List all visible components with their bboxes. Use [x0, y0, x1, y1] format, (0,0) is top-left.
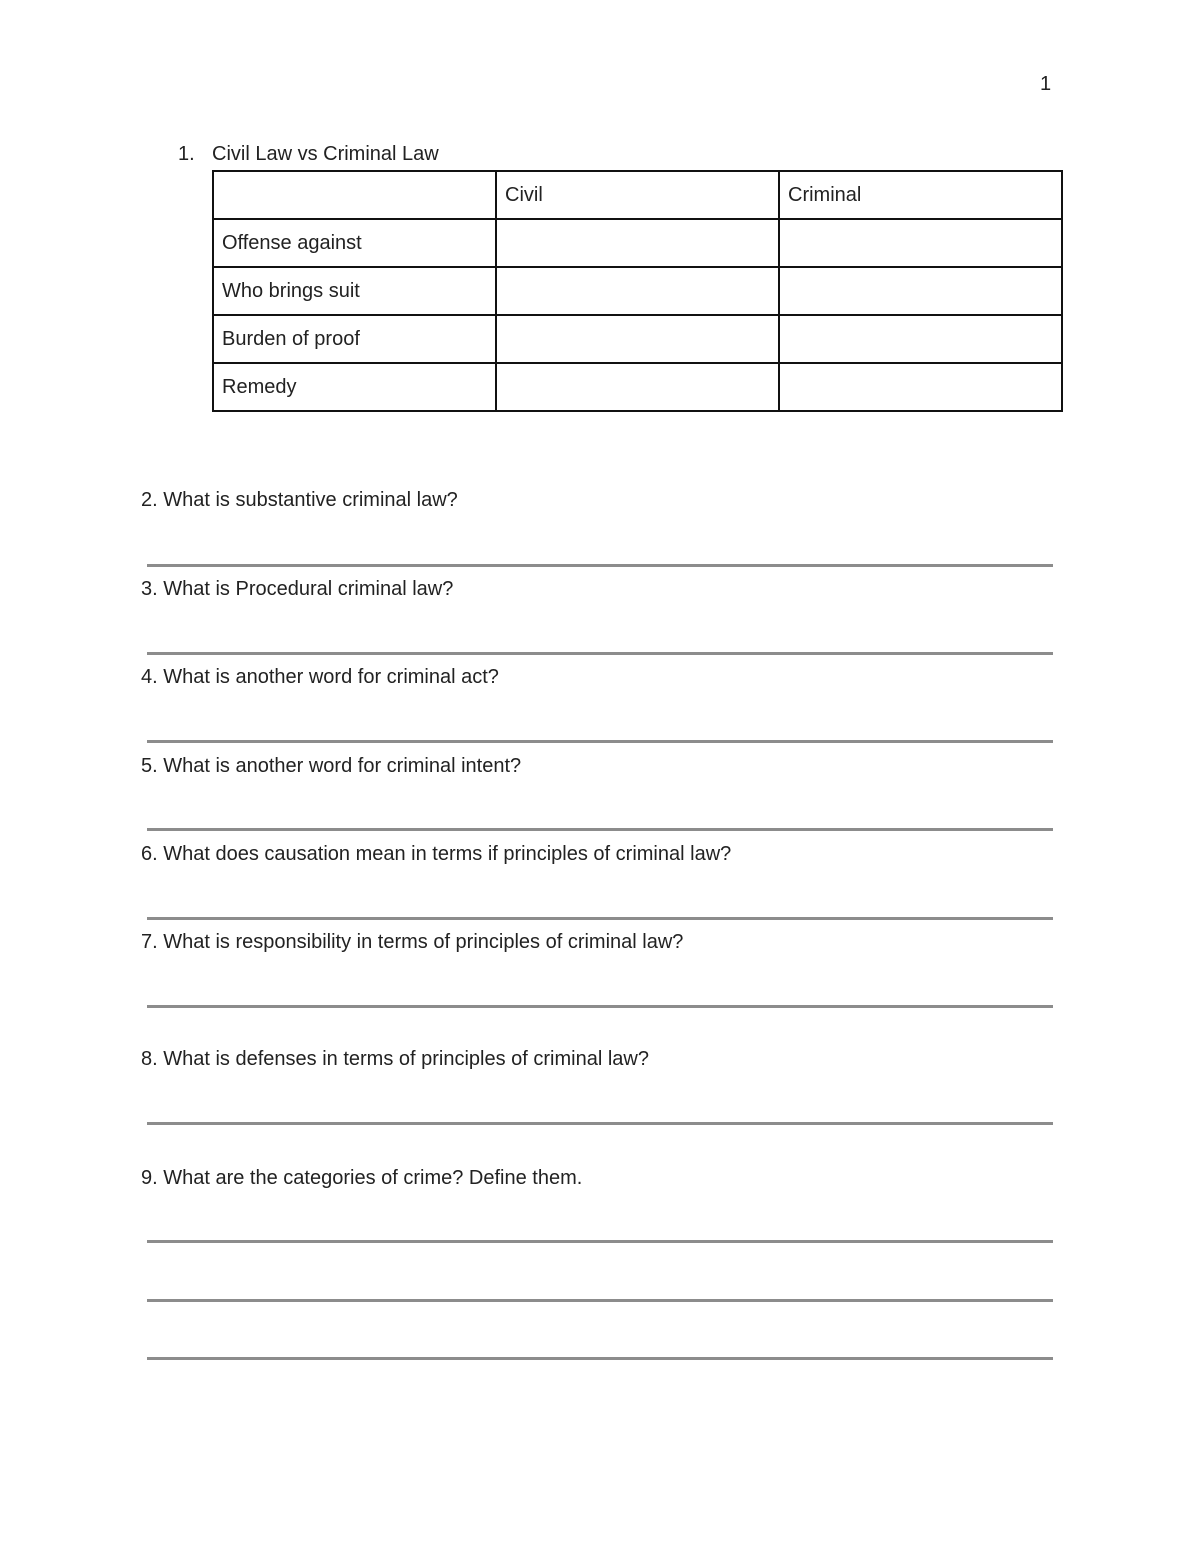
answer-line-q9-2[interactable]: [147, 1299, 1053, 1302]
answer-cell-civil[interactable]: [496, 363, 779, 411]
answer-line-q6[interactable]: [147, 917, 1053, 920]
table-row: [213, 315, 1062, 363]
row-label-who-brings-suit: Who brings suit: [213, 267, 496, 315]
q1-heading: [178, 143, 439, 166]
table-row: [213, 219, 1062, 267]
question-9: 9. What are the categories of crime? Define them.: [141, 1167, 583, 1189]
row-label-offense-against: Offense against: [213, 219, 496, 267]
answer-cell-criminal[interactable]: [779, 363, 1062, 411]
answer-cell-criminal[interactable]: [779, 315, 1062, 363]
answer-line-q8[interactable]: [147, 1122, 1053, 1125]
row-label-remedy: Remedy: [213, 363, 496, 411]
answer-cell-civil[interactable]: [496, 219, 779, 267]
question-6: 6. What does causation mean in terms if principles of criminal law?: [141, 843, 732, 865]
answer-line-q9-1[interactable]: [147, 1240, 1053, 1243]
table-row: [213, 363, 1062, 411]
table-header-cell-civil: Civil: [496, 171, 779, 219]
question-7: 7. What is responsibility in terms of principles of criminal law?: [141, 931, 684, 953]
answer-cell-criminal[interactable]: [779, 267, 1062, 315]
answer-cell-civil[interactable]: [496, 267, 779, 315]
table-header-row: [213, 171, 1062, 219]
table-row: [213, 267, 1062, 315]
table-header-cell-blank: [213, 171, 496, 219]
answer-line-q2[interactable]: [147, 564, 1053, 567]
answer-line-q9-3[interactable]: [147, 1357, 1053, 1360]
table-header-cell-criminal: Criminal: [779, 171, 1062, 219]
page-number: 1: [1040, 73, 1052, 95]
q1-title: Civil Law vs Criminal Law: [212, 143, 439, 165]
question-5: 5. What is another word for criminal intent?: [141, 755, 522, 777]
row-label-burden-of-proof: Burden of proof: [213, 315, 496, 363]
answer-line-q5[interactable]: [147, 828, 1053, 831]
q1-number: 1.: [178, 143, 195, 165]
comparison-table: [212, 170, 1063, 412]
answer-line-q3[interactable]: [147, 652, 1053, 655]
question-8: 8. What is defenses in terms of principles of criminal law?: [141, 1048, 649, 1070]
answer-line-q4[interactable]: [147, 740, 1053, 743]
answer-cell-criminal[interactable]: [779, 219, 1062, 267]
question-4: 4. What is another word for criminal act?: [141, 666, 499, 688]
answer-line-q7[interactable]: [147, 1005, 1053, 1008]
question-3: 3. What is Procedural criminal law?: [141, 578, 454, 600]
answer-cell-civil[interactable]: [496, 315, 779, 363]
question-2: 2. What is substantive criminal law?: [141, 489, 458, 511]
